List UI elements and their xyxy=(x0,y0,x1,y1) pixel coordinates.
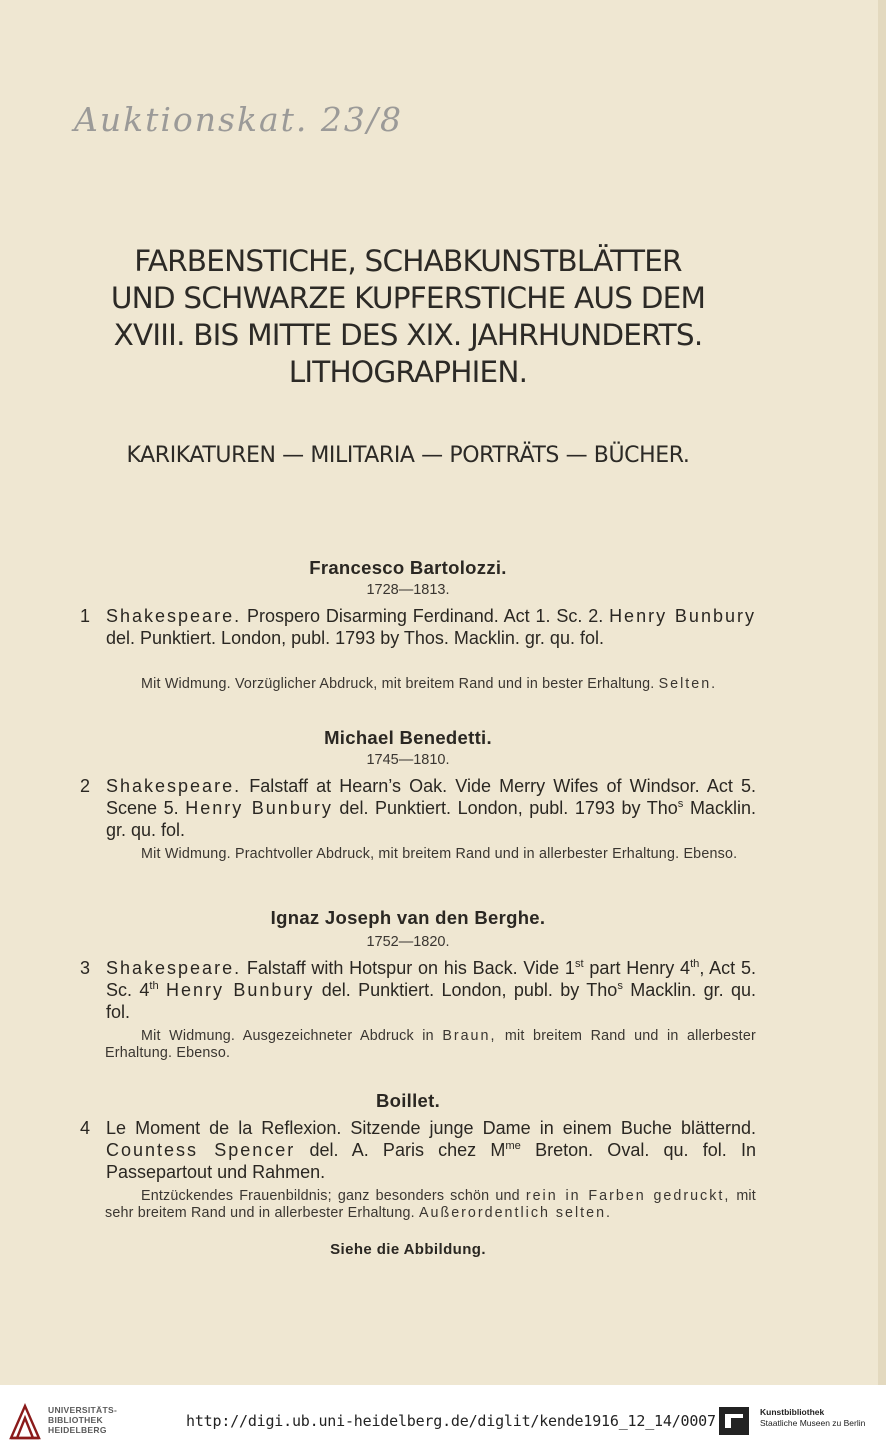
university-library-name xyxy=(48,1405,117,1435)
entry-note: Mit Widmung. Ausgezeichneter Abdruck in Braun, mit breitem Rand und in allerbester Erhaltung. Ebenso. xyxy=(105,1028,756,1061)
entry-number: 3 xyxy=(80,958,91,978)
artist-dates: 1728—1813. xyxy=(366,582,450,598)
entry-number: 1 xyxy=(80,606,91,626)
catalog-title xyxy=(40,243,776,391)
university-library-line: HEIDELBERG xyxy=(48,1425,107,1435)
kunstbibliothek-logo-icon xyxy=(717,1405,751,1437)
university-library-line: BIBLIOTHEK xyxy=(48,1415,103,1425)
title-line: FARBENSTICHE, SCHABKUNSTBLÄTTER xyxy=(134,244,682,278)
entry-note: Entzückendes Frauenbildnis; ganz besonders schön und rein in Farben gedruckt, mit sehr breitem Rand und in allerbester Erhaltung. Außerordentlich selten. xyxy=(105,1188,756,1221)
source-url-link[interactable]: http://digi.ub.uni-heidelberg.de/diglit/kende1916_12_14/0007 xyxy=(186,1412,716,1430)
title-line: UND SCHWARZE KUPFERSTICHE AUS DEM xyxy=(110,281,706,315)
artist-heading: Michael Benedetti. xyxy=(324,727,492,748)
artist-heading: Francesco Bartolozzi. xyxy=(309,557,507,578)
handwritten-note: Auktionskat. 23/8 xyxy=(74,100,403,139)
entry-number: 2 xyxy=(80,776,91,796)
page-edge xyxy=(878,0,886,1385)
catalog-entry xyxy=(80,1117,756,1183)
entry-number: 4 xyxy=(80,1118,91,1138)
catalog-entry xyxy=(80,957,756,1023)
entry-note: Mit Widmung. Vorzüglicher Abdruck, mit breitem Rand und in bester Erhaltung. Selten. xyxy=(141,676,718,692)
entry-text: Le Moment de la Reflexion. Sitzende junge Dame in einem Buche blätternd. Countess Spencer del. A. Paris chez $M^{me}$ Breton. Oval. qu. fol. In Passepartout und Rahmen. xyxy=(106,1118,756,1182)
kunstbibliothek-name xyxy=(760,1407,865,1429)
university-library-logo-icon xyxy=(8,1403,42,1441)
footer-bar xyxy=(0,1385,886,1455)
entry-note: Mit Widmung. Prachtvoller Abdruck, mit breitem Rand und in allerbester Erhaltung. Ebenso. xyxy=(141,846,738,862)
entry-text: Shakespeare. Prospero Disarming Ferdinand. Act 1. Sc. 2. Henry Bunbury del. Punktiert. London, publ. 1793 by Thos. Macklin. gr. qu. fol. xyxy=(106,606,756,648)
artist-dates: 1745—1810. xyxy=(366,752,450,768)
university-library-line: UNIVERSITÄTS- xyxy=(48,1405,118,1415)
see-figure-note: Siehe die Abbildung. xyxy=(330,1241,486,1258)
catalog-subtitle: KARIKATUREN — MILITARIA — PORTRÄTS — BÜCHER. xyxy=(126,443,690,468)
title-line: LITHOGRAPHIEN. xyxy=(288,355,528,389)
title-line: XVIII. BIS MITTE DES XIX. JAHRHUNDERTS. xyxy=(113,318,703,352)
artist-heading: Boillet. xyxy=(375,1090,441,1111)
artist-heading: Ignaz Joseph van den Berghe. xyxy=(270,907,546,928)
catalog-entry xyxy=(80,775,756,841)
kunstbibliothek-title: Kunstbibliothek xyxy=(760,1407,825,1417)
kunstbibliothek-subtitle: Staatliche Museen zu Berlin xyxy=(760,1418,866,1428)
artist-dates: 1752—1820. xyxy=(366,934,450,950)
catalog-entry xyxy=(80,605,756,649)
entry-text: Shakespeare. Falstaff at Hearn’s Oak. Vide Merry Wifes of Windsor. Act 5. Scene 5. Henry Bunbury del. Punktiert. London, publ. 1793 by Tho$^s$ Macklin. gr. qu. fol. xyxy=(106,776,756,840)
entry-text: Shakespeare. Falstaff with Hotspur on his Back. Vide 1st part Henry 4th, Act 5. Sc. 4th Henry Bunbury del. Punktiert. London, publ. by Tho$^s$ Macklin. gr. qu. fol. xyxy=(106,958,756,1022)
